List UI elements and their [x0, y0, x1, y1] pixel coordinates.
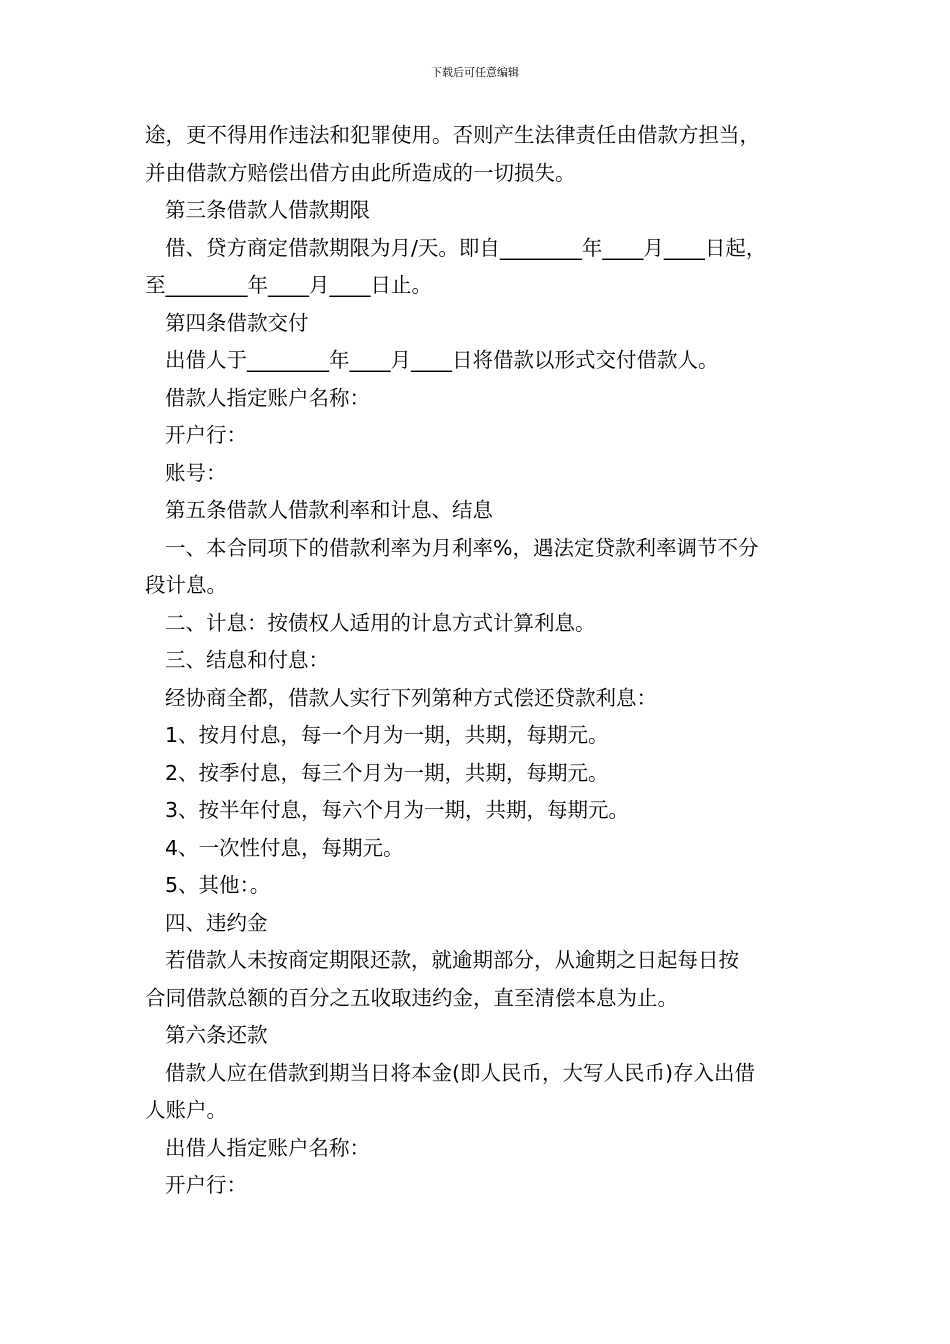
- section-heading: 第五条借款人借款利率和计息、结息: [165, 498, 493, 522]
- paragraph: 借款人应在借款到期当日将本金(即人民币，大写人民币)存入出借: [165, 1060, 755, 1085]
- list-item: 5、其他：。: [165, 873, 271, 897]
- paragraph: 途，更不得用作违法和犯罪使用。否则产生法律责任由借款方担当，: [145, 123, 760, 147]
- paragraph: 段计息。: [145, 573, 227, 597]
- section-heading: 四、违约金: [165, 910, 268, 935]
- paragraph: 二、计息：按债权人适用的计息方式计算利息。: [165, 610, 596, 635]
- list-item: 1、按月付息，每一个月为一期，共期，每期元。: [165, 723, 609, 747]
- paragraph: 若借款人未按商定期限还款，就逾期部分，从逾期之日起每日按: [165, 948, 739, 972]
- paragraph: 三、结息和付息：: [165, 648, 329, 672]
- section-heading: 第六条还款: [165, 1023, 268, 1047]
- paragraph: 开户行：: [165, 423, 247, 447]
- paragraph: 账号：: [165, 460, 227, 485]
- paragraph: 开户行：: [165, 1173, 247, 1197]
- paragraph: 人账户。: [145, 1098, 227, 1122]
- paragraph: 出借人于________年____月____日将借款以形式交付借款人。: [165, 348, 719, 372]
- paragraph: 合同借款总额的百分之五收取违约金，直至清偿本息为止。: [145, 985, 678, 1010]
- paragraph: 一、本合同项下的借款利率为月利率%，遇法定贷款利率调节不分: [165, 535, 759, 560]
- paragraph: 并由借款方赔偿出借方由此所造成的一切损失。: [145, 160, 576, 185]
- paragraph: 至________年____月____日止。: [145, 273, 432, 297]
- list-item: 3、按半年付息，每六个月为一期，共期，每期元。: [165, 798, 630, 822]
- paragraph: 经协商全都，借款人实行下列第种方式偿还贷款利息：: [165, 685, 657, 710]
- section-heading: 第三条借款人借款期限: [165, 198, 370, 222]
- list-item: 4、一次性付息，每期元。: [165, 835, 404, 860]
- paragraph: 借款人指定账户名称：: [165, 385, 370, 410]
- paragraph: 借、贷方商定借款期限为月/天。即自________年____月____日起，: [165, 235, 767, 260]
- list-item: 2、按季付息，每三个月为一期，共期，每期元。: [165, 760, 609, 785]
- section-heading: 第四条借款交付: [165, 310, 309, 335]
- paragraph: 出借人指定账户名称：: [165, 1135, 370, 1160]
- page-header: 下载后可任意编辑: [431, 66, 519, 79]
- document-body: [145, 117, 825, 1205]
